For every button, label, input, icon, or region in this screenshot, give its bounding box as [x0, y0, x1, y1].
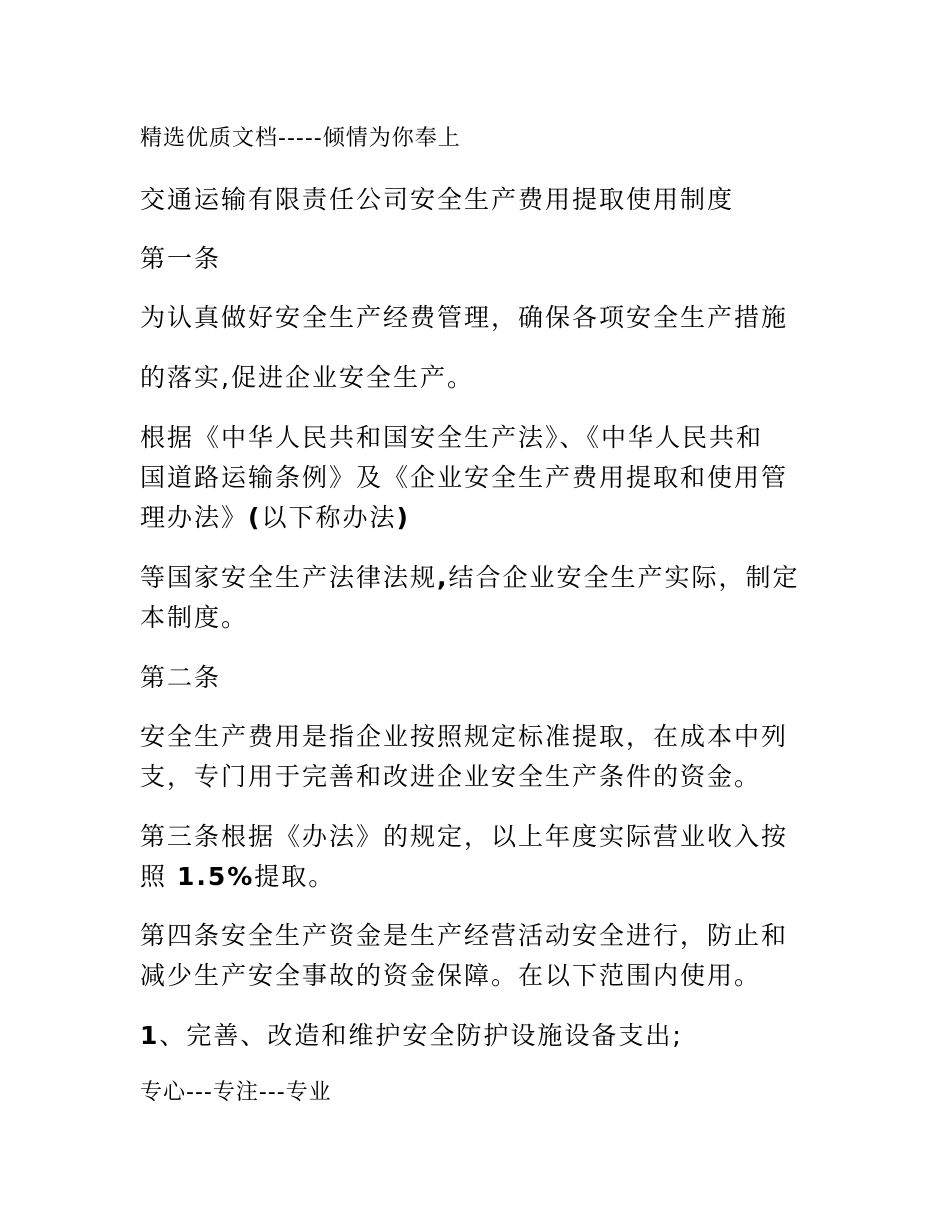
paragraph-line: [140, 558, 820, 594]
page-footer: 专心---专注---专业: [140, 1080, 332, 1105]
list-item: [140, 1016, 820, 1052]
list-item-number: 1: [140, 1021, 160, 1050]
article-3-line: [140, 857, 820, 893]
paragraph-line: 的落实,促进企业安全生产。: [140, 363, 474, 392]
text-span: ,: [437, 563, 449, 592]
text-span: 等国家安全生产法律法规: [140, 563, 438, 592]
rate-value: 1.5%: [176, 862, 255, 891]
article-3-line: 第三条根据《办法》的规定，以上年度实际营业收入按: [140, 822, 789, 851]
text-span: 理办法》: [140, 503, 249, 532]
text-span: 照: [140, 862, 177, 891]
paragraph-line: 根据《中华人民共和国安全生产法》、《中华人民共和: [140, 423, 764, 452]
article-1-heading: 第一条: [140, 244, 222, 273]
text-span: 以下称办法: [261, 503, 397, 532]
document-title: 交通运输有限责任公司安全生产费用提取使用制度: [140, 185, 735, 214]
paragraph-line: 国道路运输条例》及《企业安全生产费用提取和使用管: [140, 463, 789, 492]
paragraph-line: 安全生产费用是指企业按照规定标准提取，在成本中列: [140, 722, 789, 751]
paragraph-line: [140, 498, 820, 534]
article-4-line: 第四条安全生产资金是生产经营活动安全进行，防止和: [140, 921, 789, 950]
paragraph-line: 本制度。: [140, 603, 249, 632]
list-item-text: 、完善、改造和维护安全防护设施设备支出;: [159, 1021, 683, 1050]
text-span: 结合企业安全生产实际，制定: [448, 563, 800, 592]
text-span: 提取。: [254, 862, 336, 891]
paragraph-line: 支，专门用于完善和改进企业安全生产条件的资金。: [140, 762, 762, 791]
text-span: (: [248, 503, 262, 532]
page-header: 精选优质文档-----倾情为你奉上: [140, 126, 461, 151]
text-span: ): [396, 503, 410, 532]
paragraph-line: 为认真做好安全生产经费管理，确保各项安全生产措施: [140, 303, 789, 332]
article-2-heading: 第二条: [140, 663, 222, 692]
article-4-line: 减少生产安全事故的资金保障。在以下范围内使用。: [140, 961, 762, 990]
